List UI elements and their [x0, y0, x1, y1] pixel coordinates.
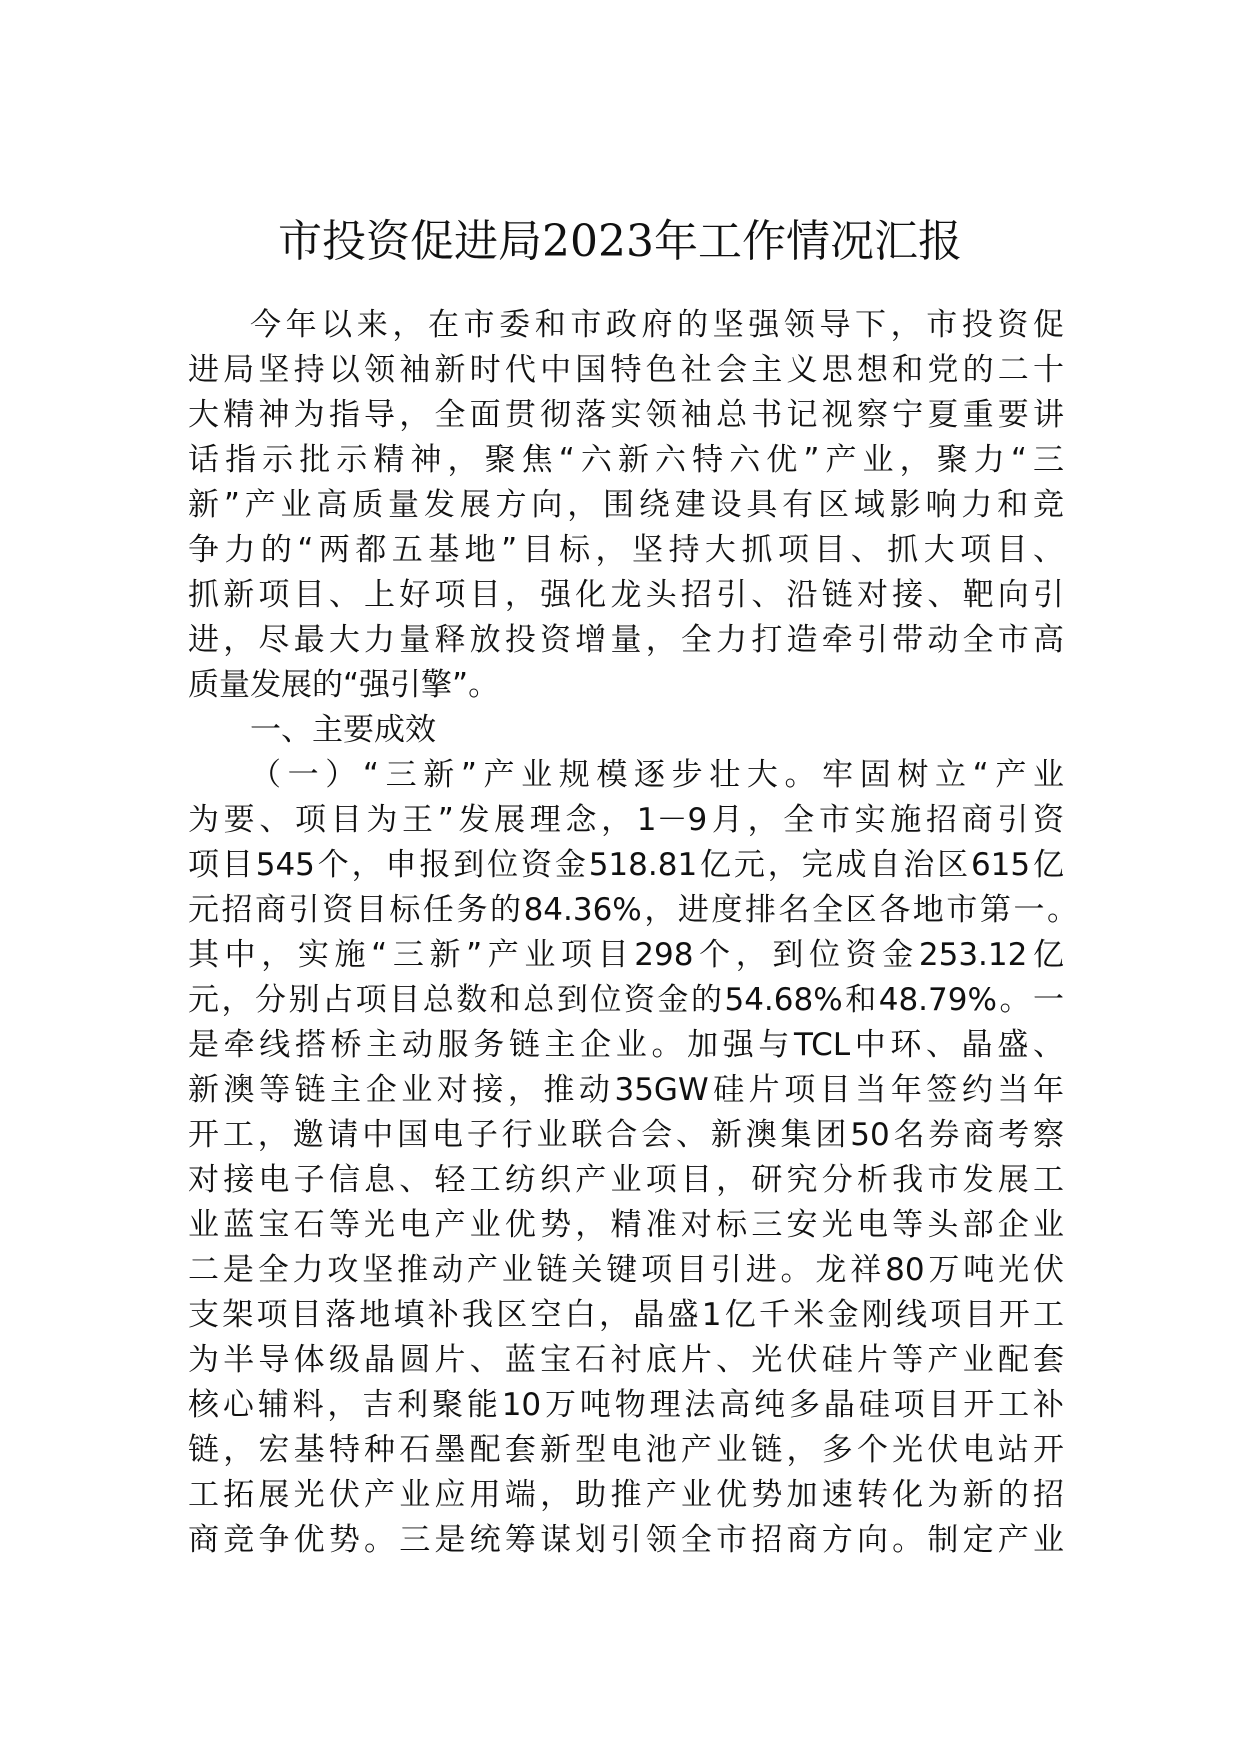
body-line: 话指示批示精神，聚焦“六新六特六优”产业，聚力“三: [188, 442, 1064, 478]
body-line: 大精神为指导，全面贯彻落实领袖总书记视察宁夏重要讲: [188, 397, 1064, 433]
body-line: 元，分别占项目总数和总到位资金的54.68%和48.79%。一: [188, 982, 1064, 1018]
body-line: 新”产业高质量发展方向，围绕建设具有区域影响力和竞: [188, 487, 1064, 523]
body-line: 质量发展的“强引擎”。: [188, 667, 500, 703]
body-line: 项目545个，申报到位资金518.81亿元，完成自治区615亿: [188, 847, 1064, 883]
body-line: 支架项目落地填补我区空白，晶盛1亿千米金刚线项目开工: [188, 1297, 1064, 1333]
body-line: 进，尽最大力量释放投资增量，全力打造牵引带动全市高: [188, 622, 1064, 658]
body-line: 今年以来，在市委和市政府的坚强领导下，市投资促: [250, 307, 1064, 343]
body-line: 开工，邀请中国电子行业联合会、新澳集团50名券商考察: [188, 1117, 1064, 1153]
body-line: 核心辅料，吉利聚能10万吨物理法高纯多晶硅项目开工补: [188, 1387, 1064, 1423]
body-line: 元招商引资目标任务的84.36%，进度排名全区各地市第一。: [188, 892, 1078, 928]
body-line: 是牵线搭桥主动服务链主企业。加强与TCL中环、晶盛、: [188, 1027, 1064, 1063]
body-line: 争力的“两都五基地”目标，坚持大抓项目、抓大项目、: [188, 532, 1064, 568]
body-line: 进局坚持以领袖新时代中国特色社会主义思想和党的二十: [188, 352, 1064, 388]
body-line: 抓新项目、上好项目，强化龙头招引、沿链对接、靶向引: [188, 577, 1064, 613]
body-line: 工拓展光伏产业应用端，助推产业优势加速转化为新的招: [188, 1477, 1064, 1513]
body-line: 新澳等链主企业对接，推动35GW硅片项目当年签约当年: [188, 1072, 1064, 1108]
body-line: 为要、项目为王”发展理念，1－9月，全市实施招商引资: [188, 802, 1064, 838]
body-line: 对接电子信息、轻工纺织产业项目，研究分析我市发展工: [188, 1162, 1064, 1198]
body-line: 业蓝宝石等光电产业优势，精准对标三安光电等头部企业: [188, 1207, 1064, 1243]
body-line: 二是全力攻坚推动产业链关键项目引进。龙祥80万吨光伏: [188, 1252, 1064, 1288]
body-line: 商竞争优势。三是统筹谋划引领全市招商方向。制定产业: [188, 1522, 1064, 1558]
document-title: 市投资促进局2023年工作情况汇报: [278, 216, 962, 267]
body-line: 其中，实施“三新”产业项目298个，到位资金253.12亿: [188, 937, 1064, 973]
body-line: 链，宏基特种石墨配套新型电池产业链，多个光伏电站开: [188, 1432, 1064, 1468]
body-line: （一）“三新”产业规模逐步壮大。牢固树立“产业: [250, 757, 1064, 793]
body-line: 为半导体级晶圆片、蓝宝石衬底片、光伏硅片等产业配套: [188, 1342, 1064, 1378]
section-heading: 一、主要成效: [250, 712, 436, 748]
